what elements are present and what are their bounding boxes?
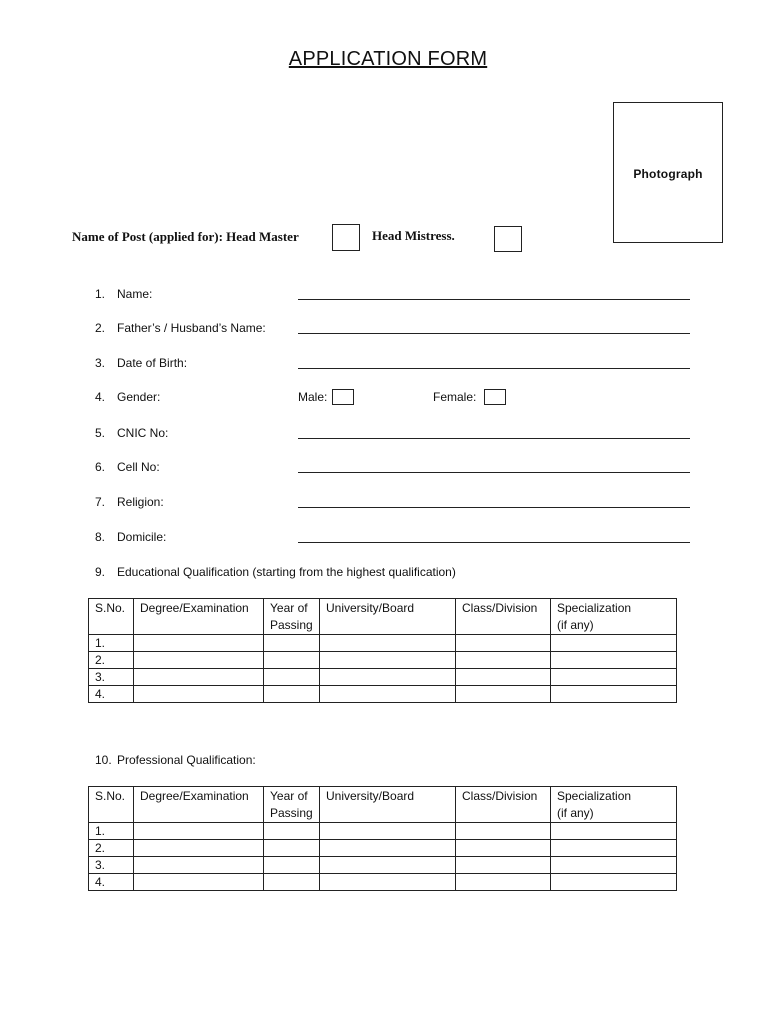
field-number: 4.: [95, 390, 106, 404]
domicile-label: Domicile:: [117, 530, 167, 544]
religion-input-line[interactable]: [298, 495, 690, 508]
field-number: 2.: [95, 321, 106, 335]
table-row: [89, 686, 677, 703]
father-husband-name-input-line[interactable]: [298, 321, 690, 334]
table-cell[interactable]: [134, 652, 264, 669]
educational-qualification-table: [88, 598, 677, 703]
table-cell[interactable]: [320, 840, 456, 857]
table-cell[interactable]: [551, 669, 677, 686]
table-cell[interactable]: [456, 857, 551, 874]
table-cell[interactable]: [264, 669, 320, 686]
row-number: 2.: [89, 840, 134, 857]
row-number: 2.: [89, 652, 134, 669]
table-cell[interactable]: [456, 840, 551, 857]
name-label: Name:: [117, 287, 153, 301]
table-row: [89, 823, 677, 840]
table-header-row: [89, 599, 677, 635]
table-cell[interactable]: [264, 857, 320, 874]
table-cell[interactable]: [551, 857, 677, 874]
female-checkbox[interactable]: [484, 389, 506, 405]
father-husband-name-label: Father’s / Husband’s Name:: [117, 321, 266, 335]
gender-label: Gender:: [117, 390, 161, 404]
class-header: Class/Division: [456, 599, 551, 635]
table-cell[interactable]: [134, 823, 264, 840]
form-title: APPLICATION FORM: [288, 48, 488, 70]
table-cell[interactable]: [456, 874, 551, 891]
date-of-birth-input-line[interactable]: [298, 356, 690, 369]
table-cell[interactable]: [134, 874, 264, 891]
table-cell[interactable]: [264, 635, 320, 652]
table-row: [89, 635, 677, 652]
table-cell[interactable]: [264, 686, 320, 703]
table-cell[interactable]: [320, 635, 456, 652]
name-input-line[interactable]: [298, 287, 690, 300]
field-number: 3.: [95, 356, 106, 370]
table-cell[interactable]: [134, 669, 264, 686]
domicile-input-line[interactable]: [298, 530, 690, 543]
post-label: Name of Post (applied for): Head Master: [72, 229, 299, 244]
table-cell[interactable]: [456, 635, 551, 652]
table-cell[interactable]: [134, 840, 264, 857]
cell-no-input-line[interactable]: [298, 460, 690, 473]
row-number: 3.: [89, 857, 134, 874]
table-header-row: [89, 787, 677, 823]
table-cell[interactable]: [320, 669, 456, 686]
specialization-header: Specialization (if any): [551, 787, 677, 823]
row-number: 3.: [89, 669, 134, 686]
cnic-label: CNIC No:: [117, 426, 169, 440]
table-cell[interactable]: [320, 874, 456, 891]
table-cell[interactable]: [320, 857, 456, 874]
table-row: [89, 874, 677, 891]
table-cell[interactable]: [456, 652, 551, 669]
cnic-input-line[interactable]: [298, 426, 690, 439]
class-header: Class/Division: [456, 787, 551, 823]
university-header: University/Board: [320, 599, 456, 635]
male-checkbox[interactable]: [332, 389, 354, 405]
table-cell[interactable]: [551, 652, 677, 669]
table-row: [89, 840, 677, 857]
section-number: 9.: [95, 565, 106, 579]
row-number: 4.: [89, 874, 134, 891]
specialization-header: Specialization (if any): [551, 599, 677, 635]
row-number: 4.: [89, 686, 134, 703]
table-row: [89, 652, 677, 669]
row-number: 1.: [89, 635, 134, 652]
educational-qualification-heading: Educational Qualification (starting from the highest qualification): [117, 565, 456, 579]
degree-header: Degree/Examination: [134, 787, 264, 823]
table-cell[interactable]: [320, 652, 456, 669]
table-cell[interactable]: [456, 686, 551, 703]
degree-header: Degree/Examination: [134, 599, 264, 635]
table-cell[interactable]: [551, 823, 677, 840]
table-row: [89, 857, 677, 874]
photograph-label: Photograph: [633, 167, 703, 181]
photograph-box[interactable]: [613, 102, 723, 243]
table-cell[interactable]: [264, 652, 320, 669]
head-mistress-checkbox[interactable]: [494, 226, 522, 252]
field-number: 5.: [95, 426, 106, 440]
field-number: 7.: [95, 495, 106, 509]
year-header: Year of Passing: [264, 599, 320, 635]
cell-no-label: Cell No:: [117, 460, 160, 474]
table-cell[interactable]: [456, 823, 551, 840]
professional-qualification-heading: Professional Qualification:: [117, 753, 256, 767]
table-cell[interactable]: [551, 686, 677, 703]
date-of-birth-label: Date of Birth:: [117, 356, 188, 370]
table-cell[interactable]: [264, 840, 320, 857]
table-cell[interactable]: [264, 823, 320, 840]
female-label: Female:: [433, 390, 477, 404]
section-number: 10.: [95, 753, 112, 767]
table-row: [89, 669, 677, 686]
table-cell[interactable]: [320, 823, 456, 840]
year-header: Year of Passing: [264, 787, 320, 823]
field-number: 6.: [95, 460, 106, 474]
head-master-checkbox[interactable]: [332, 224, 360, 251]
table-cell[interactable]: [320, 686, 456, 703]
table-cell[interactable]: [264, 874, 320, 891]
table-cell[interactable]: [551, 840, 677, 857]
professional-qualification-table: [88, 786, 677, 891]
field-number: 1.: [95, 287, 106, 301]
sno-header: S.No.: [89, 787, 134, 823]
table-cell[interactable]: [134, 857, 264, 874]
row-number: 1.: [89, 823, 134, 840]
head-mistress-label: Head Mistress.: [372, 228, 455, 243]
table-cell[interactable]: [134, 686, 264, 703]
table-cell[interactable]: [551, 874, 677, 891]
table-cell[interactable]: [456, 669, 551, 686]
religion-label: Religion:: [117, 495, 164, 509]
table-cell[interactable]: [134, 635, 264, 652]
table-cell[interactable]: [551, 635, 677, 652]
sno-header: S.No.: [89, 599, 134, 635]
field-number: 8.: [95, 530, 106, 544]
male-label: Male:: [298, 390, 328, 404]
university-header: University/Board: [320, 787, 456, 823]
